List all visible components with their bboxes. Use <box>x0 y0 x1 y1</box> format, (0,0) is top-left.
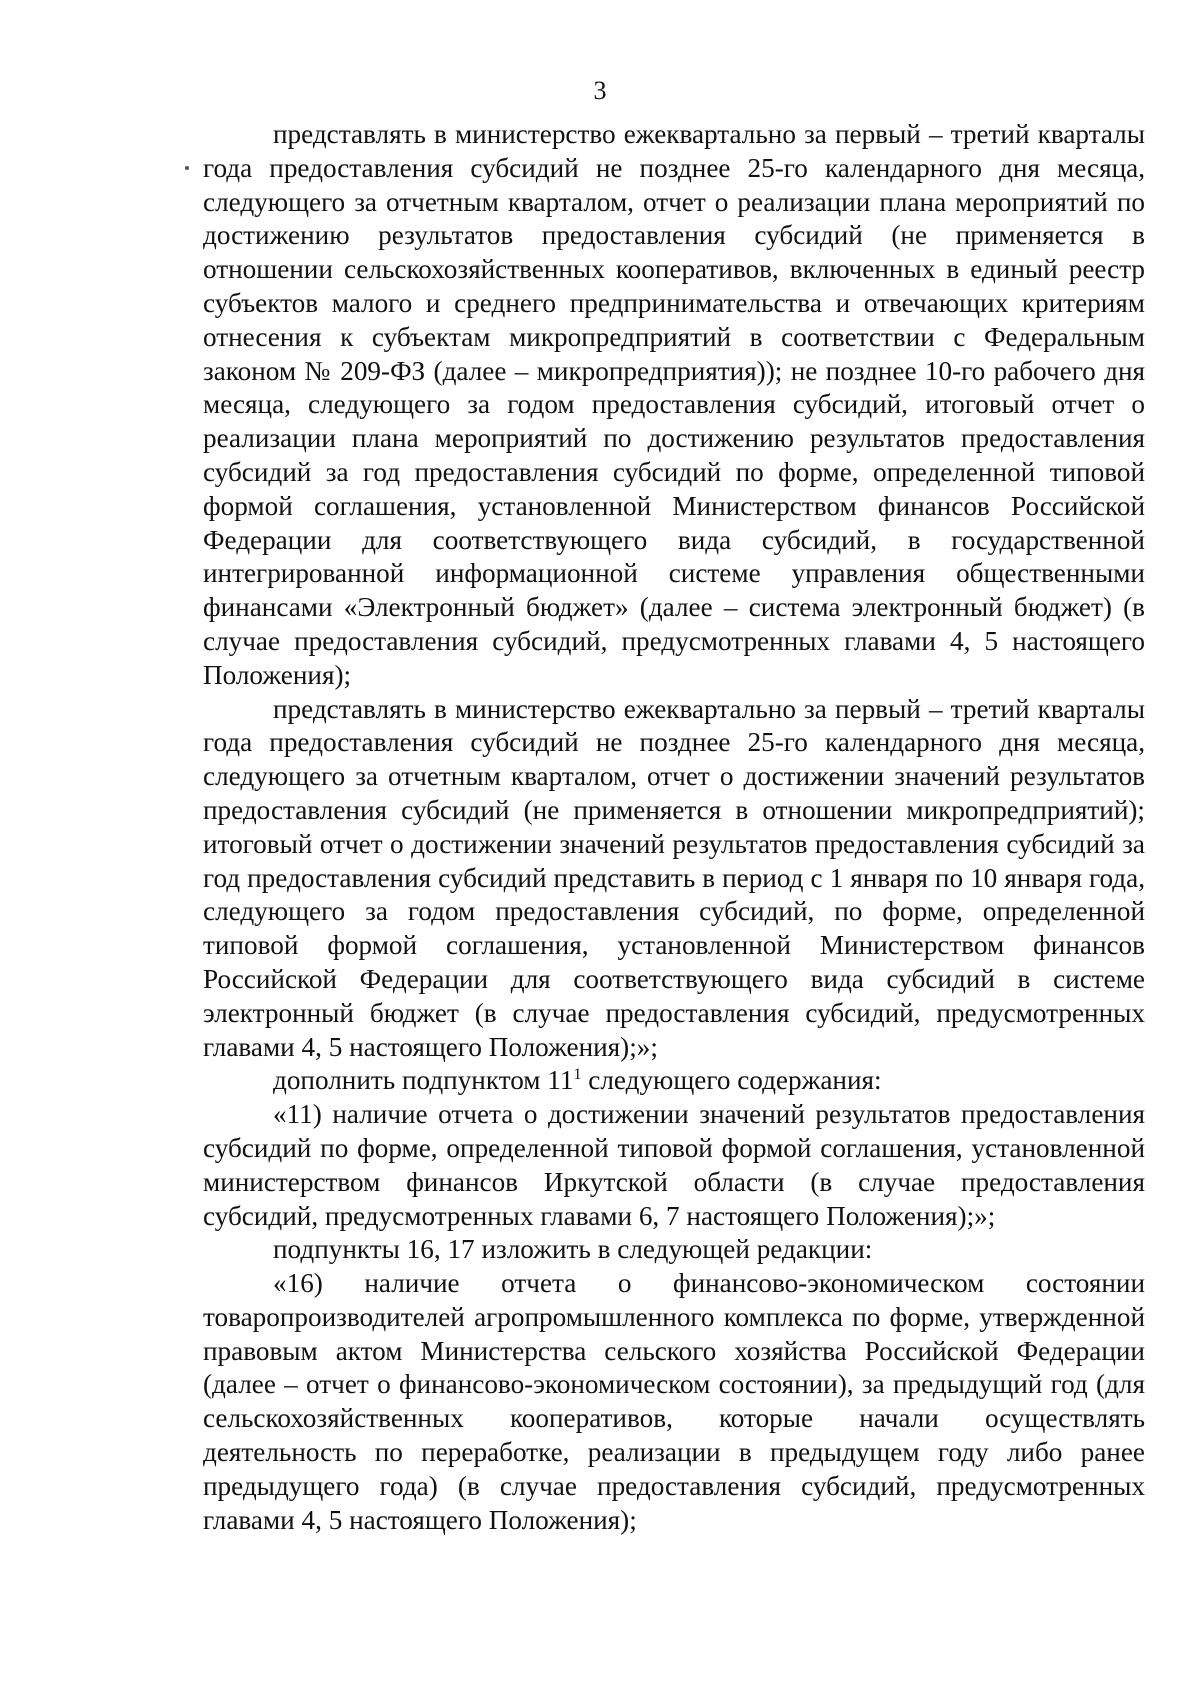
supplement-text: дополнить подпунктом 11 <box>273 1065 574 1096</box>
document-body <box>203 118 1145 1537</box>
paragraph-6: «16) наличие отчета о финансово-экономическом состоянии товаропроизводителей агропромышленного комплекса по форме, утвержденной правовым актом Министерства сельского хозяйства Российской Федерации (далее – отчет о финансово-экономическом состоянии), за предыдущий год (для сельскохозяйственных кооперативов, которые начали осуществлять деятельность по переработке, реализации в предыдущем году либо ранее предыдущего года) (в случае предоставления субсидий, предусмотренных главами 4, 5 настоящего Положения); <box>203 1268 1145 1535</box>
scan-dot <box>185 166 189 170</box>
paragraph-2: представлять в министерство ежеквартально за первый – третий кварталы года предоставления субсидий не позднее 25-го календарного дня месяца, следующего за отчетным кварталом, отчет о достижении значений результатов предоставления субсидий (не применяется в отношении микропредприятий); итоговый отчет о достижении значений результатов предоставления субсидий за год предоставления субсидий представить в период с 1 января по 10 января года, следующего за годом предоставления субсидий, по форме, определенной типовой формой соглашения, установленной Министерством финансов Российской Федерации для соответствующего вида субсидий в системе электронный бюджет (в случае предоставления субсидий, предусмотренных главами 4, 5 настоящего Положения);»; <box>203 693 1145 1062</box>
paragraph-4: «11) наличие отчета о достижении значений результатов предоставления субсидий по форме, определенной типовой формой соглашения, установленной министерством финансов Иркутской области (в случае предоставления субсидий, предусмотренных главами 6, 7 настоящего Положения);»; <box>203 1099 1145 1231</box>
page-number: 3 <box>593 76 607 105</box>
paragraph-3-supplement <box>203 1064 1145 1098</box>
paragraph-5: подпункты 16, 17 изложить в следующей редакции: <box>273 1234 873 1265</box>
supplement-text-tail: следующего содержания: <box>581 1065 882 1096</box>
supplement-superscript: 1 <box>573 1066 582 1084</box>
paragraph-1: представлять в министерство ежеквартально за первый – третий кварталы года предоставления субсидий не позднее 25-го календарного дня месяца, следующего за отчетным кварталом, отчет о реализации плана мероприятий по достижению результатов предоставления субсидий (не применяется в отношении сельскохозяйственных кооперативов, включенных в единый реестр субъектов малого и среднего предпринимательства и отвечающих критериям отнесения к субъектам микропредприятий в соответствии с Федеральным законом № 209-ФЗ (далее – микропредприятия)); не позднее 10-го рабочего дня месяца, следующего за годом предоставления субсидий, итоговый отчет о реализации плана мероприятий по достижению результатов предоставления субсидий за год предоставления субсидий по форме, определенной типовой формой соглашения, установленной Министерством финансов Российской Федерации для соответствующего вида субсидий, в государственной интегрированной информационной системе управления общественными финансами «Электронный бюджет» (далее – система электронный бюджет) (в случае предоставления субсидий, предусмотренных главами 4, 5 настоящего Положения); <box>203 119 1145 690</box>
